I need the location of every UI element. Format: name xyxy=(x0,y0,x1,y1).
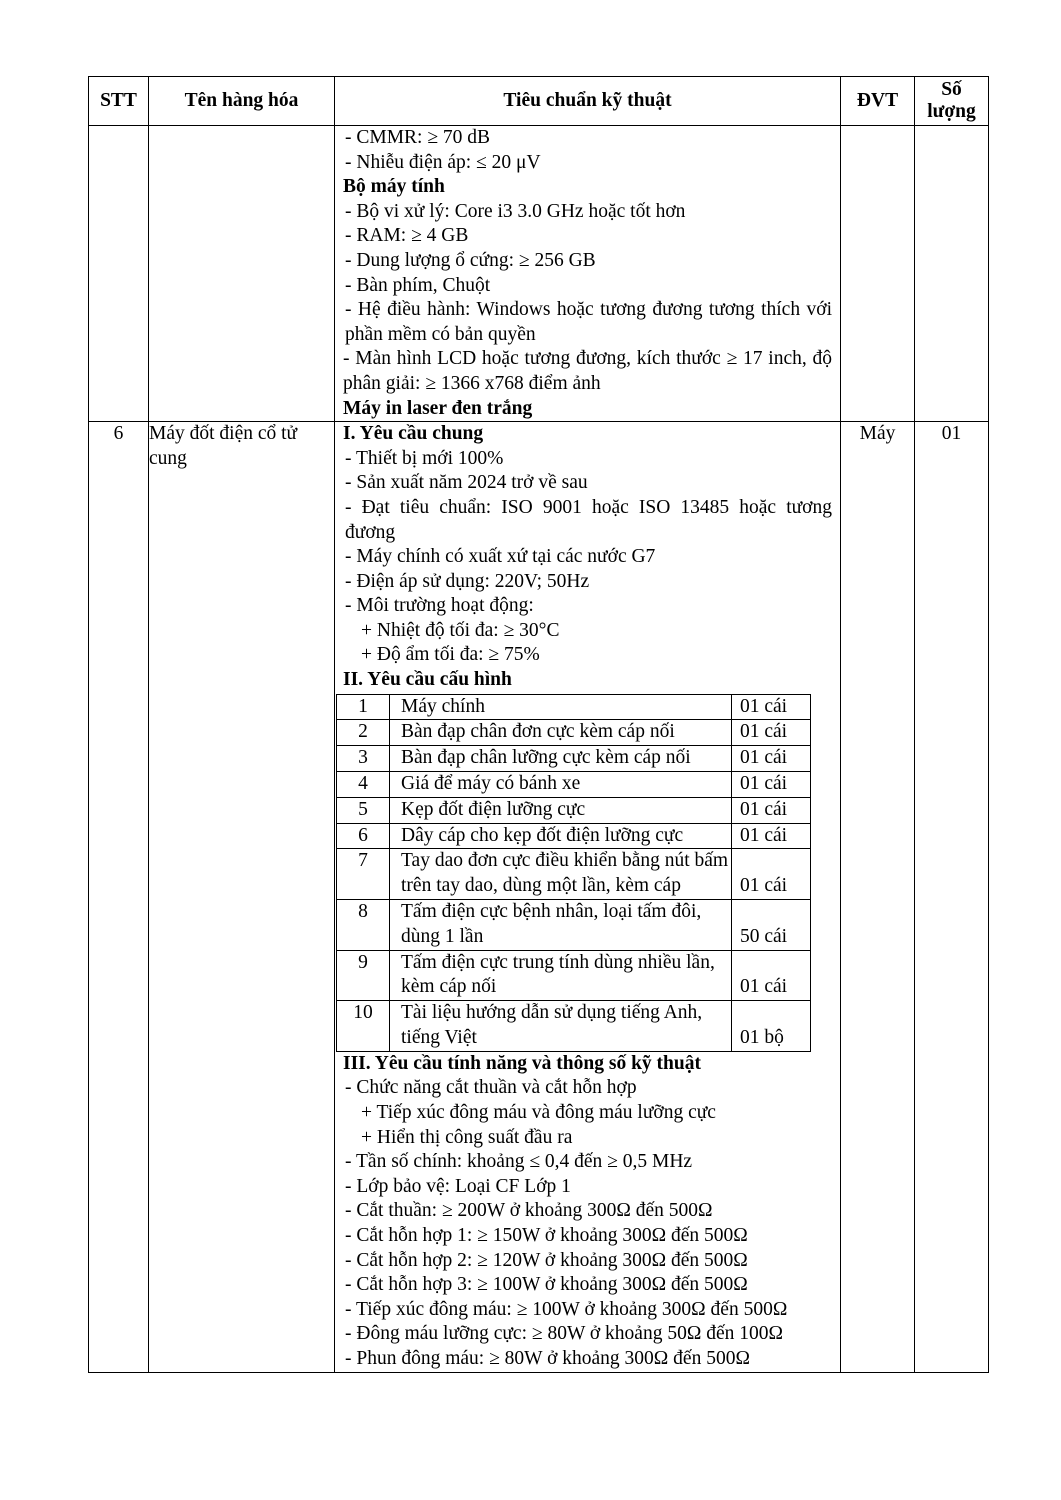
spec-line: - Thiết bị mới 100% xyxy=(345,447,504,469)
config-qty: 50 cái xyxy=(732,900,811,951)
spec-line: - Cắt hỗn hợp 2: ≥ 120W ở khoảng 300Ω đến 500Ω xyxy=(345,1249,748,1271)
cell-qty-empty xyxy=(915,126,989,422)
sec3-title: III. Yêu cầu tính năng và thông số kỹ thuật xyxy=(343,1052,701,1074)
config-item: Tấm điện cực trung tính dùng nhiều lần, kèm cáp nối xyxy=(390,950,732,1001)
header-stt: STT xyxy=(89,77,149,126)
config-qty: 01 cái xyxy=(732,746,811,772)
header-name: Tên hàng hóa xyxy=(149,77,335,126)
spec-subline: + Nhiệt độ tối đa: ≥ 30°C xyxy=(361,619,560,641)
config-no: 2 xyxy=(337,720,390,746)
config-row xyxy=(337,950,811,1001)
spec-line: - Màn hình LCD hoặc tương đương, kích thước ≥ 17 inch, độ phân giải: ≥ 1366 x768 điểm ảnh xyxy=(343,348,832,394)
spec-line: - Bàn phím, Chuột xyxy=(345,274,491,296)
config-item: Tay dao đơn cực điều khiển bằng nút bấm trên tay dao, dùng một lần, kèm cáp xyxy=(390,849,732,900)
spec-line: - Phun đông máu: ≥ 80W ở khoảng 300Ω đến 500Ω xyxy=(345,1347,750,1369)
config-item: Giá để máy có bánh xe xyxy=(390,772,732,798)
config-qty: 01 cái xyxy=(732,849,811,900)
spec-line: - Đông máu lưỡng cực: ≥ 80W ở khoảng 50Ω đến 100Ω xyxy=(345,1323,783,1345)
printer-section-title: Máy in laser đen trắng xyxy=(343,397,533,419)
cell-stt-empty xyxy=(89,126,149,422)
header-spec: Tiêu chuẩn kỹ thuật xyxy=(335,77,841,126)
config-no: 5 xyxy=(337,797,390,823)
config-qty: 01 cái xyxy=(732,823,811,849)
config-no: 9 xyxy=(337,950,390,1001)
row6-stt: 6 xyxy=(89,422,149,1372)
config-no: 10 xyxy=(337,1001,390,1052)
spec-line: - Máy chính có xuất xứ tại các nước G7 xyxy=(345,546,656,568)
sec2-title: II. Yêu cầu cấu hình xyxy=(343,669,512,691)
cell-unit-empty xyxy=(841,126,915,422)
config-qty: 01 bộ xyxy=(732,1001,811,1052)
spec-line: - Chức năng cắt thuần và cắt hỗn hợp xyxy=(345,1077,637,1099)
spec-line: - Dung lượng ổ cứng: ≥ 256 GB xyxy=(345,249,596,271)
config-row xyxy=(337,823,811,849)
procurement-spec-table xyxy=(88,76,989,1373)
spec-line: - Sản xuất năm 2024 trở về sau xyxy=(345,472,588,494)
computer-section-title: Bộ máy tính xyxy=(343,176,445,198)
spec-line: - Cắt hỗn hợp 1: ≥ 150W ở khoảng 300Ω đến 500Ω xyxy=(345,1224,748,1246)
spec-line: - Môi trường hoạt động: xyxy=(345,595,534,617)
config-no: 1 xyxy=(337,694,390,720)
config-item: Tấm điện cực bệnh nhân, loại tấm đôi, dùng 1 lần xyxy=(390,900,732,951)
row6-name: Máy đốt điện cổ tử cung xyxy=(149,422,335,1372)
config-qty: 01 cái xyxy=(732,772,811,798)
cell-name-empty xyxy=(149,126,335,422)
header-unit: ĐVT xyxy=(841,77,915,126)
table-row-6 xyxy=(89,422,989,1372)
config-item: Bàn đạp chân lưỡng cực kèm cáp nối xyxy=(390,746,732,772)
spec-subline: + Tiếp xúc đông máu và đông máu lưỡng cực xyxy=(361,1102,716,1123)
config-item: Tài liệu hướng dẫn sử dụng tiếng Anh, tiếng Việt xyxy=(390,1001,732,1052)
table-header-row xyxy=(89,77,989,126)
config-qty: 01 cái xyxy=(732,950,811,1001)
config-row xyxy=(337,694,811,720)
table-row-continued xyxy=(89,126,989,422)
spec-line: - Tần số chính: khoảng ≤ 0,4 đến ≥ 0,5 MHz xyxy=(345,1151,693,1173)
config-no: 4 xyxy=(337,772,390,798)
spec-line: - Nhiễu điện áp: ≤ 20 μV xyxy=(345,151,541,173)
config-no: 3 xyxy=(337,746,390,772)
row6-unit: Máy xyxy=(841,422,915,1372)
config-table xyxy=(336,694,811,1052)
header-qty-line2: lượng xyxy=(927,101,976,122)
row6-qty: 01 xyxy=(915,422,989,1372)
config-no: 7 xyxy=(337,849,390,900)
spec-line: - Lớp bảo vệ: Loại CF Lớp 1 xyxy=(345,1175,571,1197)
config-row xyxy=(337,797,811,823)
spec-line: - Đạt tiêu chuẩn: ISO 9001 hoặc ISO 13485 hoặc tương đương xyxy=(345,496,832,543)
config-row xyxy=(337,1001,811,1052)
sec1-title: I. Yêu cầu chung xyxy=(343,423,484,445)
config-item: Dây cáp cho kẹp đốt điện lưỡng cực xyxy=(390,823,732,849)
config-row xyxy=(337,900,811,951)
config-no: 8 xyxy=(337,900,390,951)
row6-spec xyxy=(335,422,841,1372)
spec-line: - Tiếp xúc đông máu: ≥ 100W ở khoảng 300Ω đến 500Ω xyxy=(345,1298,788,1320)
header-qty xyxy=(915,77,989,126)
spec-line: - CMMR: ≥ 70 dB xyxy=(345,127,491,148)
config-item: Máy chính xyxy=(390,694,732,720)
spec-line: - Cắt hỗn hợp 3: ≥ 100W ở khoảng 300Ω đến 500Ω xyxy=(345,1274,748,1296)
config-row xyxy=(337,746,811,772)
spec-line: - Điện áp sử dụng: 220V; 50Hz xyxy=(345,570,590,592)
spec-line: - Bộ vi xử lý: Core i3 3.0 GHz hoặc tốt hơn xyxy=(345,200,686,222)
config-qty: 01 cái xyxy=(732,720,811,746)
spec-line: - Cắt thuần: ≥ 200W ở khoảng 300Ω đến 500Ω xyxy=(345,1200,713,1222)
spec-subline: + Độ ẩm tối đa: ≥ 75% xyxy=(361,644,540,666)
config-item: Kẹp đốt điện lưỡng cực xyxy=(390,797,732,823)
spec-line: - RAM: ≥ 4 GB xyxy=(345,225,469,247)
config-row xyxy=(337,720,811,746)
config-item: Bàn đạp chân đơn cực kèm cáp nối xyxy=(390,720,732,746)
header-qty-line1: Số xyxy=(941,79,962,100)
config-row xyxy=(337,849,811,900)
cell-spec-continued xyxy=(335,126,841,422)
spec-line: - Hệ điều hành: Windows hoặc tương đương tương thích với phần mềm có bản quyền xyxy=(345,299,832,345)
config-qty: 01 cái xyxy=(732,694,811,720)
config-row xyxy=(337,772,811,798)
config-no: 6 xyxy=(337,823,390,849)
spec-subline: + Hiển thị công suất đầu ra xyxy=(361,1126,573,1148)
config-qty: 01 cái xyxy=(732,797,811,823)
